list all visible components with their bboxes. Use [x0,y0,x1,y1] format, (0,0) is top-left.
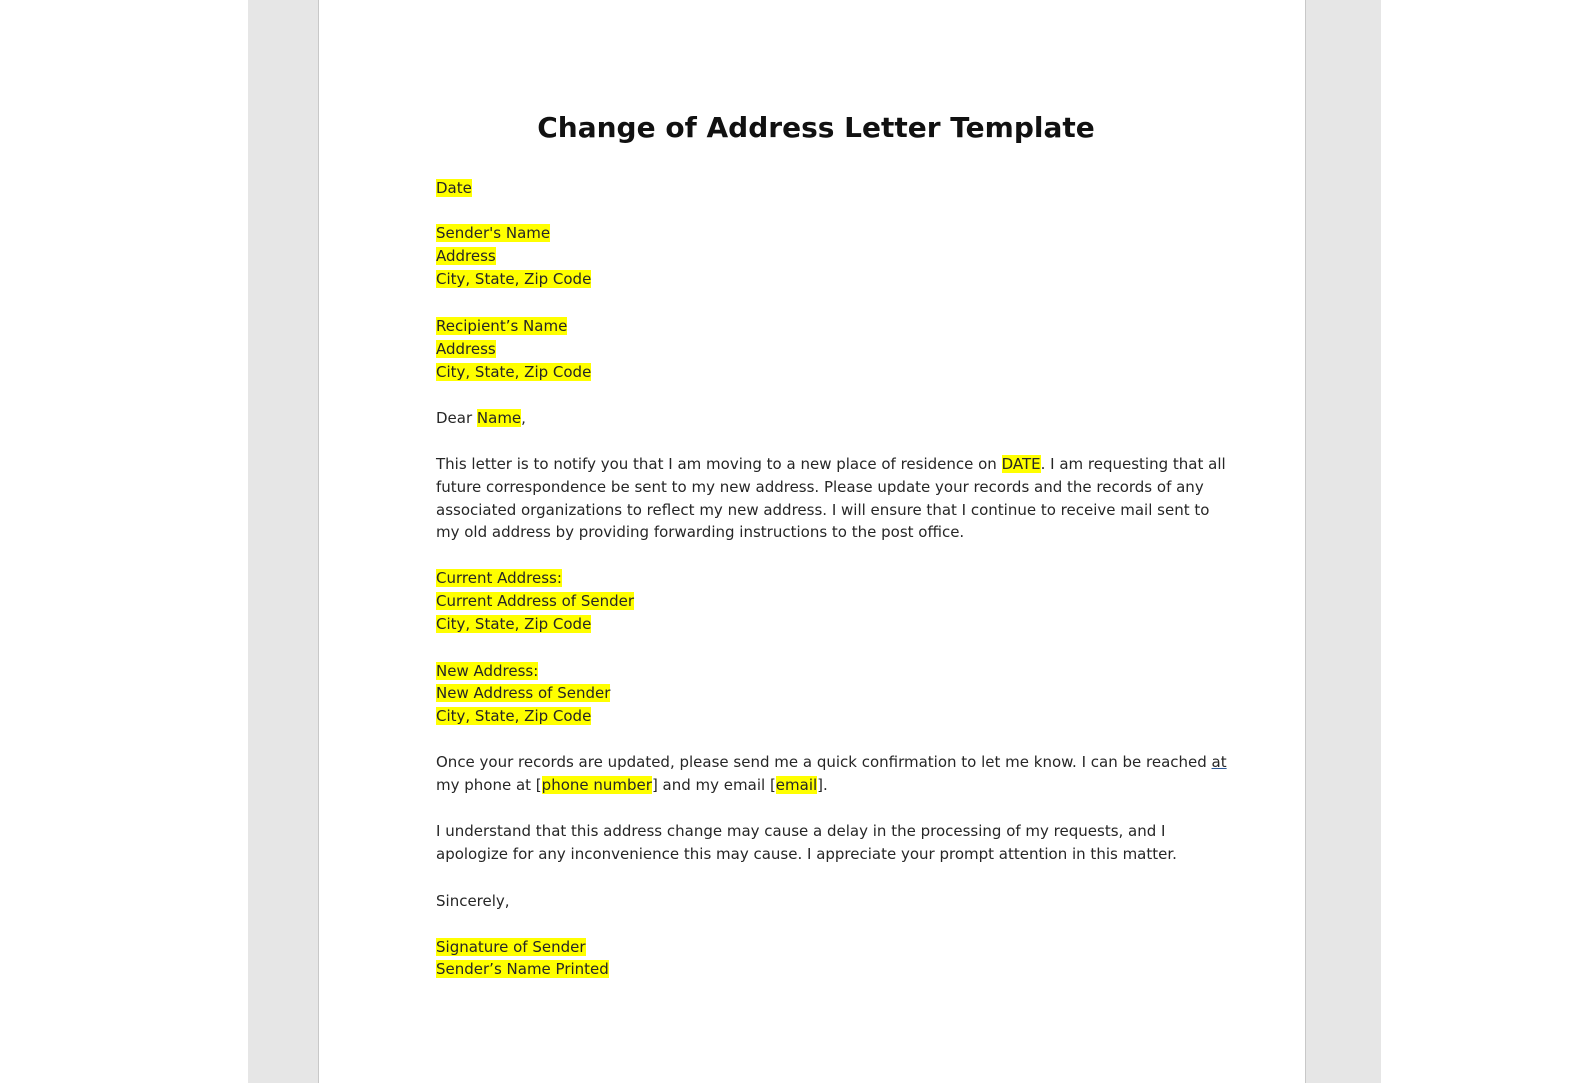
body1-line-1 [436,453,1226,476]
recipient-city-line [436,361,591,384]
printed-name-placeholder: Sender’s Name Printed [436,960,609,978]
body1-text-a: This letter is to notify you that I am moving to a new place of residence on [436,455,1002,473]
current-address-placeholder: Current Address of Sender [436,592,635,610]
new-city-placeholder: City, State, Zip Code [436,707,592,725]
sender-name-placeholder: Sender's Name [436,224,551,242]
body2-text-d: ]. [817,776,828,794]
body1-line-2: future correspondence be sent to my new address. Please update your records and the records of any [436,478,1204,496]
closing-line: Sincerely, [436,892,510,910]
body2-text-b: my phone at [ [436,776,542,794]
current-city-placeholder: City, State, Zip Code [436,615,592,633]
new-address-label-line [436,660,538,683]
body1-line-4: my old address by providing forwarding instructions to the post office. [436,523,965,541]
current-address-label: Current Address: [436,569,562,587]
body2-line-2 [436,774,828,797]
body2-at-text: at [1211,753,1227,771]
recipient-name-line [436,315,567,338]
new-city-line [436,705,591,728]
body3-line-1: I understand that this address change may cause a delay in the processing of my requests, and I [436,822,1166,840]
printed-name-line [436,958,609,981]
recipient-city-placeholder: City, State, Zip Code [436,363,592,381]
body2-line-1 [436,751,1227,774]
body3-line-2: apologize for any inconvenience this may cause. I appreciate your prompt attention in this matter. [436,845,1177,863]
date-line [436,177,472,200]
new-address-placeholder: New Address of Sender [436,684,611,702]
salutation-prefix: Dear [436,409,477,427]
body1-line-3: associated organizations to reflect my new address. I will ensure that I continue to receive mail sent to [436,501,1210,519]
sender-city-placeholder: City, State, Zip Code [436,270,592,288]
date-placeholder: Date [436,179,472,197]
phone-number-placeholder: phone number [541,776,652,794]
current-city-line [436,613,591,636]
email-placeholder: email [775,776,818,794]
salutation-suffix: , [521,409,526,427]
signature-line [436,936,586,959]
salutation-line [436,407,526,430]
body2-text-a: Once your records are updated, please send me a quick confirmation to let me know. I can be reached [436,753,1212,771]
document-page [318,0,1306,1083]
move-date-placeholder: DATE [1001,455,1041,473]
body1-text-b: . I am requesting that all [1040,455,1226,473]
signature-placeholder: Signature of Sender [436,938,586,956]
recipient-name-placeholder: Recipient’s Name [436,317,568,335]
recipient-address-line [436,338,496,361]
salutation-name-placeholder: Name [476,409,522,427]
current-address-line [436,590,634,613]
body2-text-c: ] and my email [ [651,776,776,794]
recipient-address-placeholder: Address [436,340,496,358]
current-address-label-line [436,567,562,590]
new-address-line [436,682,610,705]
sender-name-line [436,222,550,245]
page-title: Change of Address Letter Template [537,111,1095,144]
sender-city-line [436,268,591,291]
sender-address-line [436,245,496,268]
sender-address-placeholder: Address [436,247,496,265]
new-address-label: New Address: [436,662,539,680]
